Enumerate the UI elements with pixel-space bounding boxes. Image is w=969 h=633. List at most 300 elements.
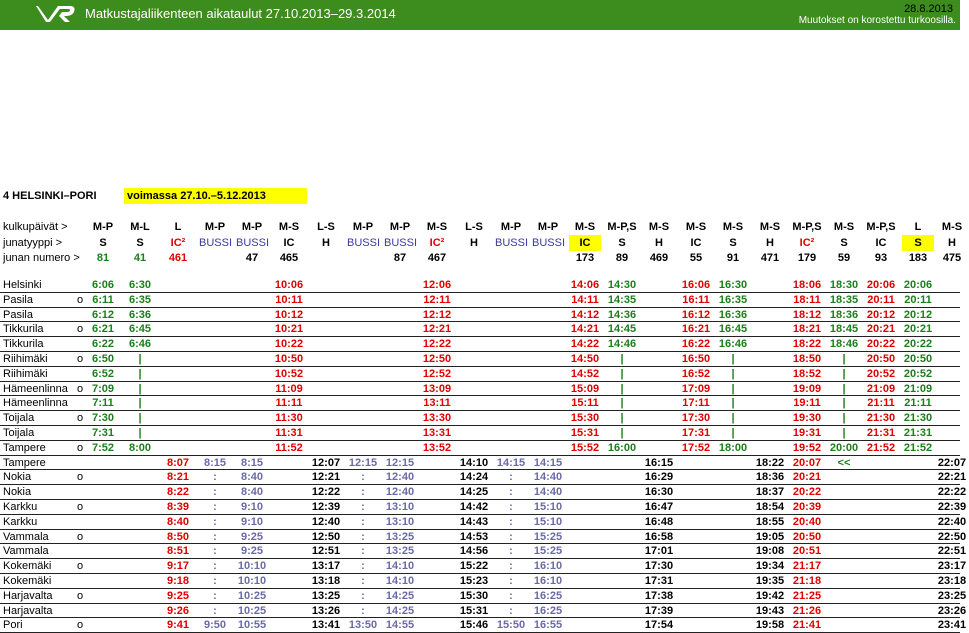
- time-cell: 7:31: [91, 427, 115, 439]
- station-name: Pori: [3, 619, 23, 632]
- station-name: Riihimäki: [3, 353, 48, 365]
- time-cell: 7:30: [91, 412, 115, 425]
- page-title: Matkustajaliikenteen aikataulut 27.10.2013–29.3.2014: [85, 6, 396, 21]
- header-cell: 179: [797, 252, 817, 264]
- time-cell: 15:09: [570, 382, 600, 395]
- time-cell: :: [361, 604, 365, 617]
- time-cell: :: [213, 589, 217, 602]
- time-cell: 16:30: [644, 486, 674, 499]
- header-cell: IC: [283, 237, 295, 249]
- time-cell: 17:39: [644, 604, 674, 617]
- time-cell: |: [731, 382, 735, 395]
- time-cell: 12:21: [422, 323, 452, 336]
- time-cell: 15:10: [533, 515, 563, 528]
- time-cell: |: [620, 353, 624, 365]
- station-name: Hämeenlinna: [3, 397, 68, 410]
- station-row: [0, 589, 967, 604]
- time-cell: 18:00: [718, 441, 748, 454]
- time-cell: 20:00: [829, 441, 859, 454]
- header-cell: L-S: [465, 221, 483, 233]
- time-cell: |: [731, 353, 735, 365]
- time-cell: 22:21: [937, 471, 967, 484]
- header-cell: 55: [689, 252, 703, 264]
- header-cell: S: [729, 237, 737, 249]
- time-cell: 13:52: [422, 441, 452, 454]
- header-cell: M-P,S: [607, 221, 637, 233]
- station-row: [0, 337, 960, 352]
- header-cell: IC: [875, 237, 887, 249]
- time-cell: |: [842, 397, 846, 410]
- time-cell: 20:11: [867, 293, 895, 306]
- time-cell: :: [509, 515, 513, 528]
- validity-period: voimassa 27.10.–5.12.2013: [124, 188, 307, 204]
- header-cell: 91: [726, 252, 740, 264]
- time-cell: 11:11: [275, 397, 303, 410]
- time-cell: 17:31: [644, 575, 674, 587]
- header-cell: M-P: [241, 221, 263, 233]
- time-cell: 19:42: [755, 589, 785, 602]
- time-cell: 6:06: [91, 279, 115, 291]
- time-cell: 8:51: [166, 545, 190, 558]
- header-cell: IC: [690, 237, 702, 249]
- arrival-marker: o: [77, 619, 84, 632]
- station-name: Karkku: [3, 501, 38, 513]
- header-cell: M-P,S: [866, 221, 896, 233]
- time-cell: 18:52: [792, 367, 822, 380]
- time-cell: 16:15: [644, 456, 674, 469]
- vr-logo-swoosh-icon: [36, 2, 76, 24]
- time-cell: 15:31: [459, 604, 489, 617]
- station-row: [0, 559, 967, 574]
- time-cell: 10:25: [237, 589, 267, 602]
- time-cell: |: [731, 427, 735, 439]
- time-cell: 8:40: [240, 471, 264, 484]
- time-cell: :: [213, 560, 217, 573]
- header-cell: M-S: [722, 221, 744, 233]
- time-cell: 16:36: [718, 308, 748, 321]
- station-name: Vammala: [3, 530, 49, 543]
- station-row: [0, 396, 960, 411]
- time-cell: 20:21: [792, 471, 822, 484]
- time-cell: 14:12: [570, 308, 600, 321]
- time-cell: 15:31: [570, 427, 600, 439]
- time-cell: 9:17: [166, 560, 190, 573]
- time-cell: 19:08: [755, 545, 785, 558]
- time-cell: 14:55: [385, 619, 415, 632]
- time-cell: 9:10: [240, 515, 264, 528]
- time-cell: 9:25: [166, 589, 190, 602]
- header-cell: 87: [393, 252, 407, 264]
- time-cell: 13:10: [385, 501, 415, 513]
- header-cell: M-S: [426, 221, 448, 233]
- arrival-marker: o: [77, 560, 84, 573]
- time-cell: 20:22: [866, 338, 896, 351]
- time-cell: 12:15: [348, 456, 378, 469]
- time-cell: 21:17: [792, 560, 822, 573]
- time-cell: 12:50: [422, 353, 452, 365]
- station-row: [0, 618, 967, 633]
- time-cell: 10:06: [274, 279, 304, 291]
- time-cell: 21:31: [866, 427, 896, 439]
- station-name: Vammala: [3, 545, 49, 558]
- time-cell: 12:50: [311, 530, 341, 543]
- header-row-label: kulkupäivät >: [3, 221, 68, 233]
- station-row: [0, 456, 967, 471]
- time-cell: 8:15: [240, 456, 264, 469]
- station-name: Tikkurila: [3, 338, 44, 351]
- time-cell: 16:55: [533, 619, 563, 632]
- header-cell: H: [948, 237, 956, 249]
- time-cell: 6:35: [128, 293, 152, 306]
- time-cell: 20:40: [792, 515, 822, 528]
- time-cell: 8:22: [166, 486, 190, 499]
- time-cell: |: [138, 353, 142, 365]
- time-cell: 13:25: [385, 530, 415, 543]
- time-cell: 17:31: [681, 427, 711, 439]
- time-cell: 14:24: [459, 471, 489, 484]
- header-cell: M-S: [648, 221, 670, 233]
- header-cell: M-S: [574, 221, 596, 233]
- time-cell: 14:36: [607, 308, 637, 321]
- time-cell: 16:46: [718, 338, 748, 351]
- time-cell: |: [731, 367, 735, 380]
- header-cell: S: [618, 237, 626, 249]
- time-cell: 12:15: [385, 456, 415, 469]
- time-cell: 13:26: [311, 604, 341, 617]
- time-cell: 6:45: [128, 323, 152, 336]
- time-cell: 20:21: [866, 323, 896, 336]
- time-cell: 21:11: [867, 397, 895, 410]
- time-cell: 16:47: [644, 501, 674, 513]
- header-row: [0, 250, 960, 266]
- time-cell: 20:07: [792, 456, 822, 469]
- time-cell: 18:54: [755, 501, 785, 513]
- time-cell: 6:50: [91, 353, 115, 365]
- time-cell: |: [842, 353, 846, 365]
- time-cell: 23:17: [937, 560, 967, 573]
- header-cell: BUSSI: [384, 237, 418, 249]
- time-cell: 21:11: [904, 397, 932, 410]
- time-cell: 19:58: [755, 619, 785, 632]
- station-row: [0, 530, 967, 545]
- vr-logo: [36, 2, 76, 22]
- publish-date: 28.8.2013: [904, 3, 953, 15]
- time-cell: 10:25: [237, 604, 267, 617]
- time-cell: 9:10: [240, 501, 264, 513]
- time-cell: 6:52: [91, 367, 115, 380]
- station-row: [0, 515, 967, 530]
- station-name: Harjavalta: [3, 604, 53, 617]
- time-cell: 22:50: [937, 530, 967, 543]
- station-name: Hämeenlinna: [3, 382, 68, 395]
- time-cell: :: [361, 530, 365, 543]
- time-cell: 23:26: [937, 604, 967, 617]
- time-cell: 12:52: [422, 367, 452, 380]
- time-cell: 18:22: [792, 338, 822, 351]
- time-cell: 15:10: [533, 501, 563, 513]
- time-cell: 18:22: [755, 456, 785, 469]
- time-cell: 6:30: [128, 279, 152, 291]
- time-cell: 13:11: [423, 397, 451, 410]
- time-cell: 12:12: [422, 308, 452, 321]
- time-cell: 16:21: [681, 323, 711, 336]
- time-cell: :: [509, 545, 513, 558]
- arrival-marker: o: [77, 293, 84, 306]
- time-cell: 16:10: [533, 560, 563, 573]
- time-cell: 15:30: [570, 412, 600, 425]
- time-cell: |: [620, 382, 624, 395]
- time-cell: 16:25: [533, 589, 563, 602]
- time-cell: 22:40: [937, 515, 967, 528]
- time-cell: 20:39: [792, 501, 822, 513]
- time-cell: 12:39: [311, 501, 341, 513]
- time-cell: 23:18: [937, 575, 967, 587]
- time-cell: 21:09: [903, 382, 933, 395]
- time-cell: 14:21: [570, 323, 600, 336]
- header-cell: M-P: [92, 221, 114, 233]
- time-cell: 13:25: [311, 589, 341, 602]
- time-cell: 6:12: [91, 308, 115, 321]
- time-cell: 6:46: [128, 338, 152, 351]
- time-cell: 7:52: [91, 441, 115, 454]
- header-cell: L: [174, 221, 182, 233]
- header-cell: BUSSI: [347, 237, 381, 249]
- header-cell: BUSSI: [236, 237, 270, 249]
- time-cell: 20:12: [903, 308, 933, 321]
- time-cell: 13:10: [385, 515, 415, 528]
- time-cell: :: [213, 604, 217, 617]
- time-cell: :: [361, 471, 365, 484]
- time-cell: 12:40: [311, 515, 341, 528]
- header-cell: S: [840, 237, 848, 249]
- time-cell: 12:51: [311, 545, 341, 558]
- header-cell: M-P: [352, 221, 374, 233]
- station-row: [0, 278, 960, 293]
- station-name: Riihimäki: [3, 367, 48, 380]
- time-cell: 17:38: [644, 589, 674, 602]
- time-cell: 10:10: [237, 560, 267, 573]
- time-cell: 11:31: [275, 427, 303, 439]
- station-name: Pasila: [3, 308, 33, 321]
- time-cell: 20:50: [792, 530, 822, 543]
- time-cell: 14:11: [571, 293, 599, 306]
- header-cell: H: [322, 237, 330, 249]
- station-name: Tampere: [3, 441, 46, 454]
- time-cell: 13:25: [385, 545, 415, 558]
- time-cell: |: [842, 382, 846, 395]
- time-cell: 8:40: [240, 486, 264, 499]
- time-cell: 14:10: [459, 456, 489, 469]
- header-cell: M-P: [537, 221, 559, 233]
- time-cell: 14:40: [533, 486, 563, 499]
- header-cell: 469: [649, 252, 669, 264]
- time-cell: 15:25: [533, 530, 563, 543]
- time-cell: 17:11: [682, 397, 710, 410]
- time-cell: |: [731, 412, 735, 425]
- time-cell: 18:21: [792, 323, 822, 336]
- arrival-marker: o: [77, 353, 84, 365]
- header-cell: 183: [908, 252, 928, 264]
- time-cell: 15:25: [533, 545, 563, 558]
- time-cell: 21:52: [866, 441, 896, 454]
- time-cell: 22:39: [937, 501, 967, 513]
- station-name: Nokia: [3, 471, 32, 484]
- time-cell: 11:30: [275, 412, 303, 425]
- time-cell: 20:50: [866, 353, 896, 365]
- time-cell: :: [509, 589, 513, 602]
- station-row: [0, 293, 960, 308]
- time-cell: 14:30: [607, 279, 637, 291]
- time-cell: 10:11: [275, 293, 303, 306]
- header-cell: M-S: [833, 221, 855, 233]
- time-cell: 14:42: [459, 501, 489, 513]
- time-cell: :: [213, 545, 217, 558]
- time-cell: :: [509, 471, 513, 484]
- time-cell: 21:26: [792, 604, 822, 617]
- time-cell: |: [842, 367, 846, 380]
- time-cell: 14:50: [570, 353, 600, 365]
- time-cell: 14:15: [496, 456, 526, 469]
- header-row-label: junan numero >: [3, 252, 80, 264]
- header-cell: M-P: [389, 221, 411, 233]
- time-cell: 10:21: [274, 323, 304, 336]
- time-cell: 13:41: [311, 619, 341, 632]
- time-cell: 12:06: [422, 279, 452, 291]
- time-cell: 8:50: [166, 530, 190, 543]
- header-cell: 81: [96, 252, 110, 264]
- time-cell: 12:22: [311, 486, 341, 499]
- time-cell: 16:58: [644, 530, 674, 543]
- time-cell: |: [620, 367, 624, 380]
- station-row: [0, 367, 960, 382]
- time-cell: 22:07: [937, 456, 967, 469]
- time-cell: 15:11: [571, 397, 599, 410]
- time-cell: 19:43: [755, 604, 785, 617]
- time-cell: 16:00: [607, 441, 637, 454]
- time-cell: 12:07: [311, 456, 341, 469]
- header-cell: 465: [279, 252, 299, 264]
- time-cell: 9:25: [240, 545, 264, 558]
- time-cell: 18:46: [829, 338, 859, 351]
- time-cell: 18:11: [793, 293, 821, 306]
- time-cell: 16:50: [681, 353, 711, 365]
- time-cell: 14:25: [385, 589, 415, 602]
- time-cell: 17:09: [681, 382, 711, 395]
- time-cell: 14:25: [385, 604, 415, 617]
- time-cell: 16:06: [681, 279, 711, 291]
- time-cell: 21:30: [866, 412, 896, 425]
- header-cell: H: [766, 237, 774, 249]
- station-name: Kokemäki: [3, 560, 52, 573]
- header-cell: S: [99, 237, 107, 249]
- header-cell: 89: [615, 252, 629, 264]
- time-cell: 14:10: [385, 575, 415, 587]
- header-cell: IC²: [429, 237, 445, 249]
- station-name: Toijala: [3, 412, 35, 425]
- time-cell: 14:35: [607, 293, 637, 306]
- time-cell: 21:30: [903, 412, 933, 425]
- time-cell: 14:40: [533, 471, 563, 484]
- time-cell: |: [138, 367, 142, 380]
- time-cell: 18:12: [792, 308, 822, 321]
- header-cell: M-S: [685, 221, 707, 233]
- time-cell: 17:30: [644, 560, 674, 573]
- time-cell: :: [509, 604, 513, 617]
- time-cell: |: [138, 397, 142, 410]
- time-cell: :: [509, 501, 513, 513]
- time-cell: :: [361, 486, 365, 499]
- header-cell: S: [136, 237, 144, 249]
- time-cell: 15:30: [459, 589, 489, 602]
- time-cell: |: [620, 427, 624, 439]
- time-cell: 19:09: [792, 382, 822, 395]
- time-cell: 21:41: [792, 619, 822, 632]
- time-cell: :: [213, 575, 217, 587]
- time-cell: 10:10: [237, 575, 267, 587]
- time-cell: 7:09: [91, 382, 115, 395]
- time-cell: |: [842, 427, 846, 439]
- time-cell: :: [509, 486, 513, 499]
- time-cell: 12:40: [385, 471, 415, 484]
- header-cell: M-P,S: [792, 221, 822, 233]
- time-cell: :: [509, 575, 513, 587]
- time-cell: 15:50: [496, 619, 526, 632]
- time-cell: |: [138, 412, 142, 425]
- time-cell: 15:22: [459, 560, 489, 573]
- time-cell: 15:23: [459, 575, 489, 587]
- header-row: [0, 235, 960, 251]
- time-cell: |: [842, 412, 846, 425]
- time-cell: 19:31: [792, 427, 822, 439]
- header-cell: L: [914, 221, 922, 233]
- station-row: [0, 574, 967, 589]
- station-name: Tampere: [3, 456, 46, 469]
- time-cell: 10:12: [274, 308, 304, 321]
- time-cell: 14:15: [533, 456, 563, 469]
- time-cell: 16:30: [718, 279, 748, 291]
- time-cell: :: [509, 560, 513, 573]
- time-cell: 6:21: [91, 323, 115, 336]
- time-cell: :: [361, 545, 365, 558]
- station-name: Harjavalta: [3, 589, 53, 602]
- header-cell: 173: [575, 252, 595, 264]
- time-cell: 8:40: [166, 515, 190, 528]
- time-cell: 9:26: [166, 604, 190, 617]
- time-cell: 16:35: [718, 293, 748, 306]
- time-cell: 20:11: [904, 293, 932, 306]
- arrival-marker: o: [77, 530, 84, 543]
- time-cell: 9:50: [203, 619, 227, 632]
- time-cell: 16:10: [533, 575, 563, 587]
- arrival-marker: o: [77, 441, 84, 454]
- time-cell: 14:52: [570, 367, 600, 380]
- header-cell: H: [655, 237, 663, 249]
- arrival-marker: o: [77, 501, 84, 513]
- station-row: [0, 441, 960, 456]
- time-cell: 20:50: [903, 353, 933, 365]
- time-cell: 9:41: [166, 619, 190, 632]
- time-cell: 11:09: [275, 382, 303, 395]
- time-cell: 14:43: [459, 515, 489, 528]
- header-cell: IC²: [799, 237, 815, 249]
- time-cell: 15:52: [570, 441, 600, 454]
- station-row: [0, 544, 967, 559]
- time-cell: 18:06: [792, 279, 822, 291]
- time-cell: 13:09: [422, 382, 452, 395]
- header-cell: BUSSI: [199, 237, 233, 249]
- header-row-label: junatyyppi >: [3, 237, 63, 249]
- station-row: [0, 308, 960, 323]
